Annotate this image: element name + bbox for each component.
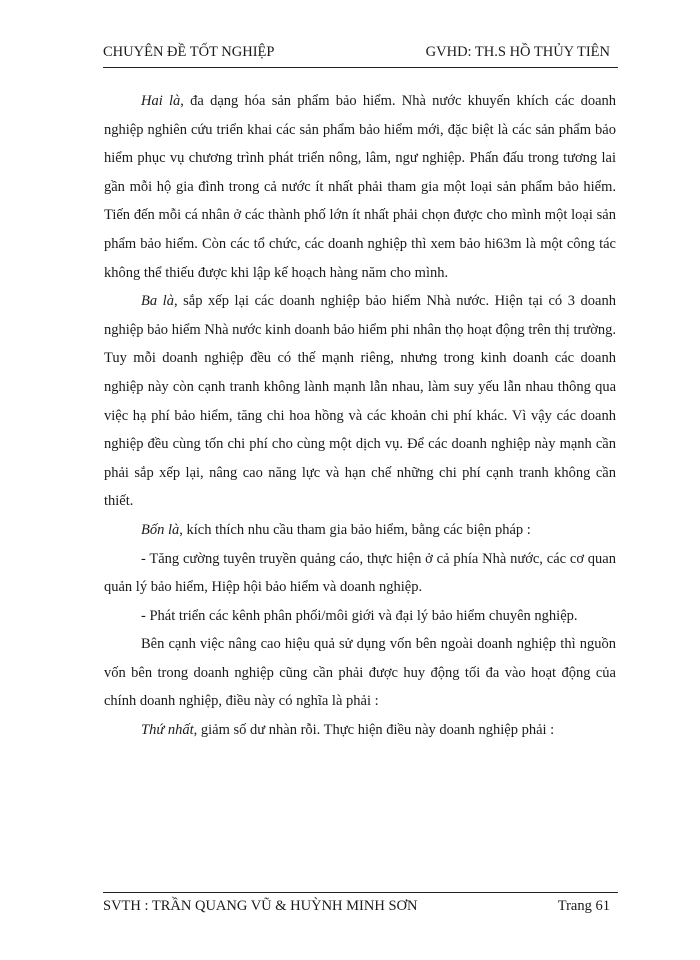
paragraph-lead: Bốn là [141, 521, 180, 538]
header-rule [103, 67, 618, 68]
paragraph-text: , kích thích nhu cầu tham gia bảo hiểm, bằng các biện pháp : [179, 521, 531, 538]
list-item [104, 602, 616, 631]
page-number: Trang 61 [557, 898, 610, 914]
paragraph-hai-la [104, 87, 616, 287]
paragraph-thu-nhat [104, 716, 616, 745]
paragraph-bon-la [104, 516, 616, 545]
header-title: CHUYÊN ĐỀ TỐT NGHIỆP [103, 44, 275, 60]
paragraph-text: Bên cạnh việc nâng cao hiệu quả sử dụng vốn bên ngoài doanh nghiệp thì nguồn vốn bên trong doanh nghiệp cũng cần phải được huy động tối đa vào hoạt động của chính doanh nghiệp, điều này có nghĩa là phải : [104, 636, 616, 710]
page-header [103, 44, 610, 68]
paragraph-text: , đa dạng hóa sản phẩm bảo hiểm. Nhà nước khuyến khích các doanh nghiệp nghiên cứu triển khai các sản phẩm bảo hiểm mới, đặc biệt là các sản phẩm bảo hiểm phục vụ chương trình phát triển nông, lâm, ngư nghiệp. Phấn đấu trong tương lai gần mỗi hộ gia đình trong cả nước ít nhất phải tham gia một loại sản phẩm bảo hiểm. Tiến đến mỗi cá nhân ở các thành phố lớn ít nhất phải chọn được cho mình một loại sản phẩm bảo hiểm. Còn các tổ chức, các doanh nghiệp thì xem bảo hi63m là một công tác không thể thiếu được khi lập kế hoạch hàng năm cho mình. [104, 93, 617, 281]
paragraph-lead: Thứ nhất [141, 722, 194, 739]
paragraph-lead: Hai là [141, 93, 181, 109]
paragraph-lead: Ba là [141, 293, 174, 310]
paragraph-text: , giảm số dư nhàn rỗi. Thực hiện điều này doanh nghiệp phải : [193, 722, 555, 739]
paragraph-ba-la [104, 287, 616, 516]
footer-authors: SVTH : TRẦN QUANG VŨ & HUỲNH MINH SƠN [103, 898, 418, 914]
paragraph-ben-canh [104, 630, 616, 716]
list-item-text: - Tăng cường tuyên truyền quảng cáo, thực hiện ở cả phía Nhà nước, các cơ quan quản lý bảo hiểm, Hiệp hội bảo hiểm và doanh nghiệp. [104, 550, 616, 596]
paragraph-text: , sắp xếp lại các doanh nghiệp bảo hiểm Nhà nước. Hiện tại có 3 doanh nghiệp bảo hiểm Nhà nước kinh doanh bảo hiểm phi nhân thọ hoạt động trên thị trường. Tuy mỗi doanh nghiệp đều có thế mạnh riêng, nhưng trong kinh doanh các doanh nghiệp này còn cạnh tranh không lành mạnh lẫn nhau, làm suy yếu lẫn nhau thông qua việc hạ phí bảo hiểm, tăng chi hoa hồng và các khoản chi phí khác. Vì vậy các doanh nghiệp đều cùng tốn chi phí cho cùng một dịch vụ. Để các doanh nghiệp này mạnh cần phải sắp xếp lại, nâng cao năng lực và hạn chế những chi phí cạnh tranh không cần thiết. [104, 293, 616, 510]
list-item-text: - Phát triển các kênh phân phối/môi giới và đại lý bảo hiểm chuyên nghiệp. [141, 607, 578, 624]
header-advisor: GVHD: TH.S HỒ THỦY TIÊN [425, 44, 610, 60]
document-body [104, 87, 616, 745]
list-item [104, 545, 616, 602]
footer-rule [103, 892, 618, 893]
